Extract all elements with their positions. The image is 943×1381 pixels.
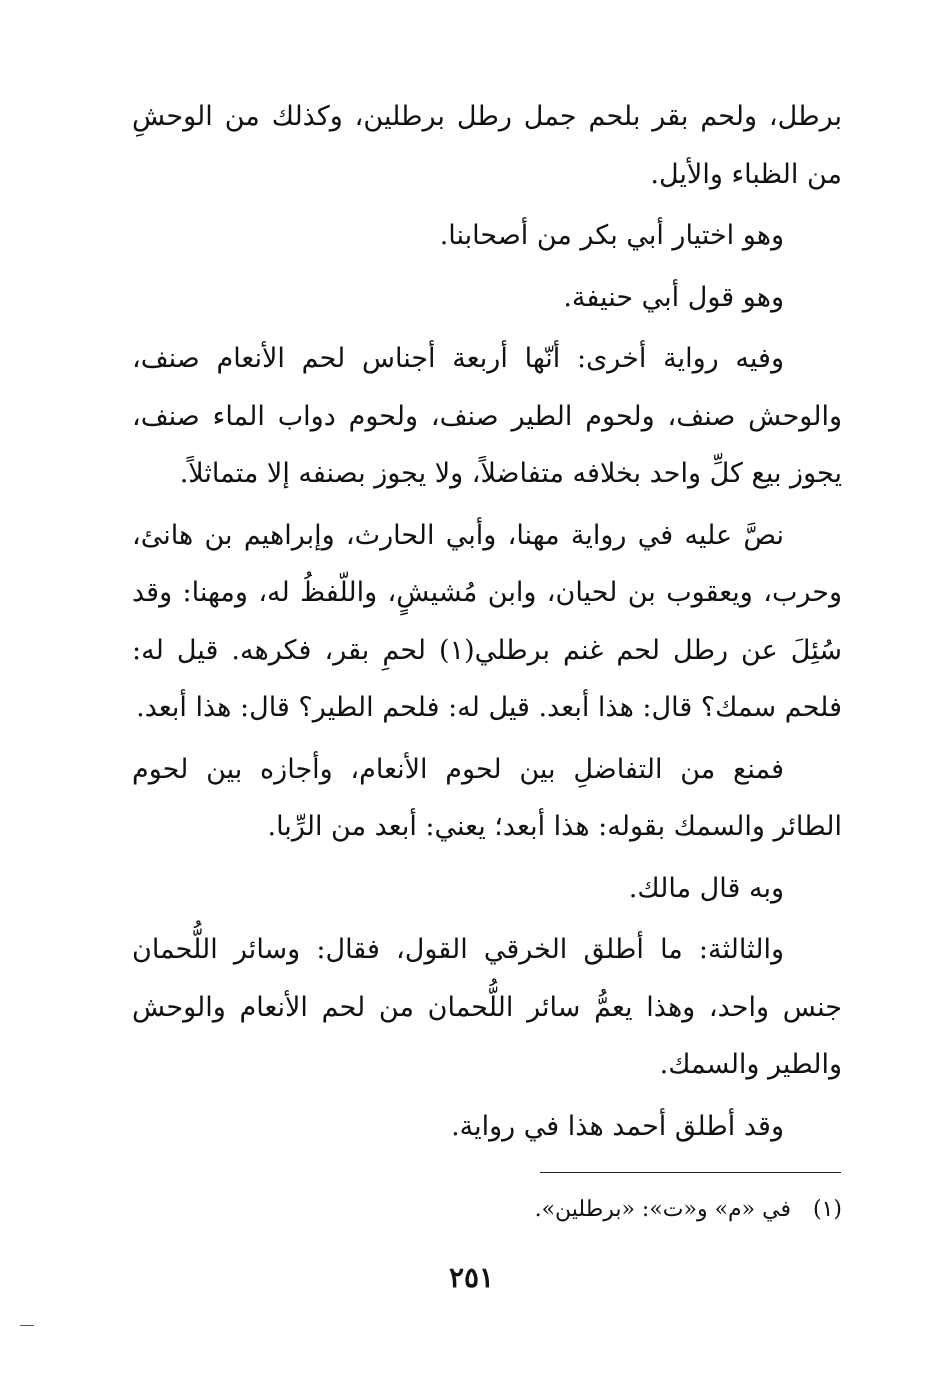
main-text bbox=[132, 88, 842, 1159]
paragraph: وقد أطلق أحمد هذا في رواية. bbox=[451, 1110, 784, 1142]
footnote-divider bbox=[540, 1172, 841, 1173]
footnote bbox=[132, 1190, 842, 1230]
footnote-number: (١) bbox=[812, 1197, 842, 1222]
paragraph: وهو قول أبي حنيفة. bbox=[563, 281, 784, 313]
margin-mark bbox=[20, 1325, 34, 1326]
paragraph-continuation: برطل، ولحم بقر بلحم جمل رطل برطلين، وكذلك من الوحشِ من الظباء والأيل. bbox=[132, 101, 842, 190]
page-number: ٢٥١ bbox=[448, 1261, 495, 1294]
paragraph: نصَّ عليه في رواية مهنا، وأبي الحارث، وإبراهيم بن هانئ، وحرب، ويعقوب بن لحيان، وابن مُشيشٍ، واللّفظُ له، ومهنا: وقد سُئِلَ عن رطل لحم غنم برطلي(١) لحمِ بقر، فكرهه. قيل له: فلحم سمك؟ قال: هذا أبعد. قيل له: فلحم الطير؟ قال: هذا أبعد. bbox=[132, 519, 843, 723]
paragraph: فمنع من التفاضلِ بين لحوم الأنعام، وأجازه بين لحوم الطائر والسمك بقوله: هذا أبعد؛ يعني: أبعد من الرِّبا. bbox=[132, 753, 842, 842]
paragraph: وهو اختيار أبي بكر من أصحابنا. bbox=[439, 220, 784, 251]
paragraph: وبه قال مالك. bbox=[628, 872, 784, 904]
paragraph: وفيه رواية أخرى: أنّها أربعة أجناس لحم الأنعام صنف، والوحش صنف، ولحوم الطير صنف، ولحوم دواب الماء صنف، يجوز بيع كلِّ واحد بخلافه متفاضلاً، ولا يجوز بصنفه إلا متماثلاً. bbox=[132, 343, 842, 489]
paragraph: والثالثة: ما أطلق الخرقي القول، فقال: وسائر اللُّحمان جنس واحد، وهذا يعمُّ سائر اللُّحمان من لحم الأنعام والوحش والطير والسمك. bbox=[132, 934, 842, 1080]
footnote-text: في «م» و«ت»: «برطلين». bbox=[534, 1197, 791, 1222]
